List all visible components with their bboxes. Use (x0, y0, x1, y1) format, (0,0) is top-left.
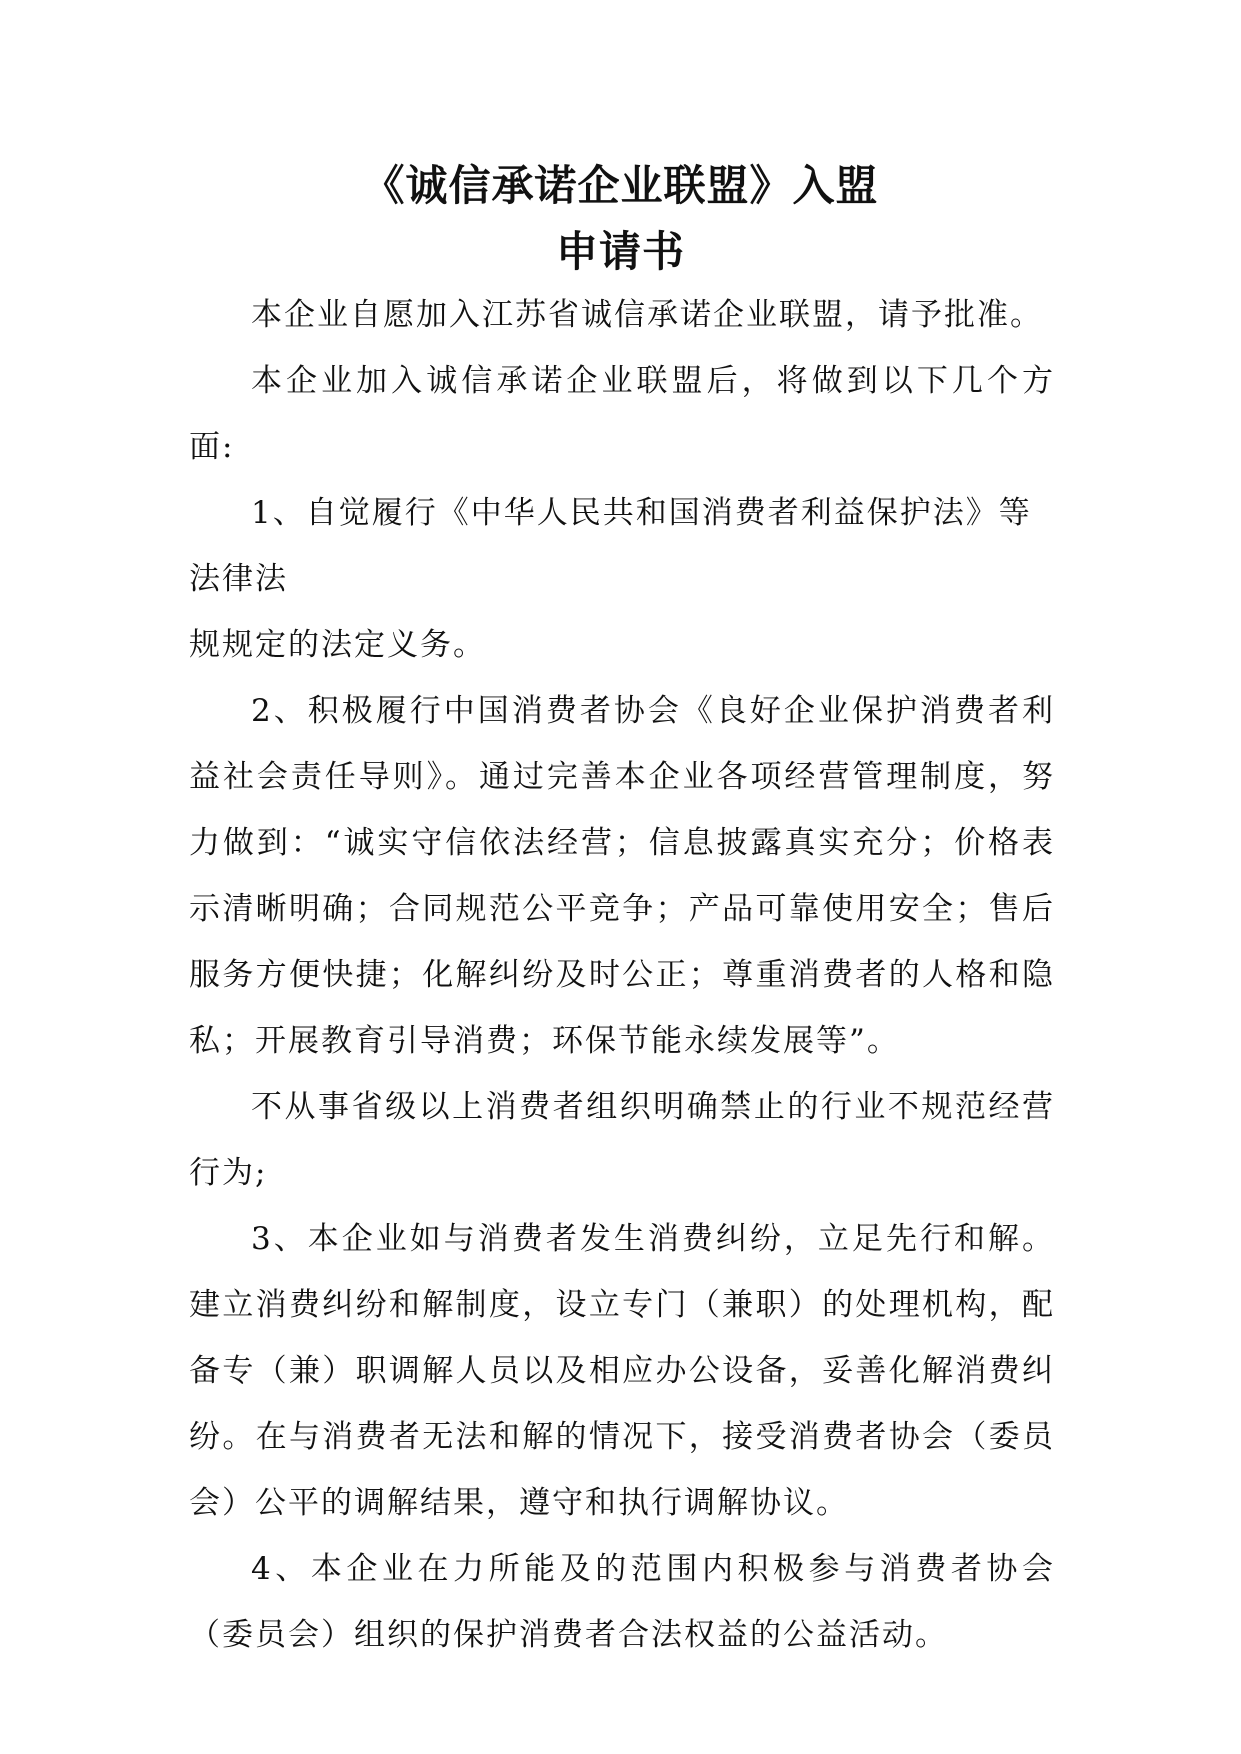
paragraph-item-4: 4、本企业在力所能及的范围内积极参与消费者协会（委员会）组织的保护消费者合法权益的公益活动。 (189, 1551, 1055, 1653)
item-1-line-3: 规规定的法定义务。 (189, 627, 486, 663)
document-body (189, 282, 1055, 1668)
paragraph-item-2b: 不从事省级以上消费者组织明确禁止的行业不规范经营行为; (189, 1089, 1055, 1191)
item-1-line-2: 法律法 (189, 561, 288, 597)
paragraph-item-1 (189, 480, 1055, 546)
item-1-line-1: 1、自觉履行《中华人民共和国消费者利益保护法》等 (251, 495, 1032, 531)
paragraph-item-2: 2、积极履行中国消费者协会《良好企业保护消费者利益社会责任导则》。通过完善本企业各项经营管理制度，努力做到：“诚实守信依法经营；信息披露真实充分；价格表示清晰明确；合同规范公平竞争；产品可靠使用安全；售后服务方便快捷；化解纠纷及时公正；尊重消费者的人格和隐私；开展教育引导消费；环保节能永续发展等”。 (189, 693, 1055, 1059)
document-title-line1: 《诚信承诺企业联盟》入盟 (362, 161, 879, 210)
paragraph-item-3: 3、本企业如与消费者发生消费纠纷，立足先行和解。建立消费纠纷和解制度，设立专门（兼职）的处理机构，配备专（兼）职调解人员以及相应办公设备，妥善化解消费纠纷。在与消费者无法和解的情况下，接受消费者协会（委员会）公平的调解结果，遵守和执行调解协议。 (189, 1221, 1055, 1521)
paragraph-commitment: 本企业加入诚信承诺企业联盟后，将做到以下几个方面: (189, 363, 1055, 465)
paragraph-item-1-cont (189, 546, 1055, 678)
document-title-line2: 申请书 (555, 227, 685, 276)
paragraph-intro: 本企业自愿加入江苏省诚信承诺企业联盟，请予批准。 (251, 297, 1043, 333)
